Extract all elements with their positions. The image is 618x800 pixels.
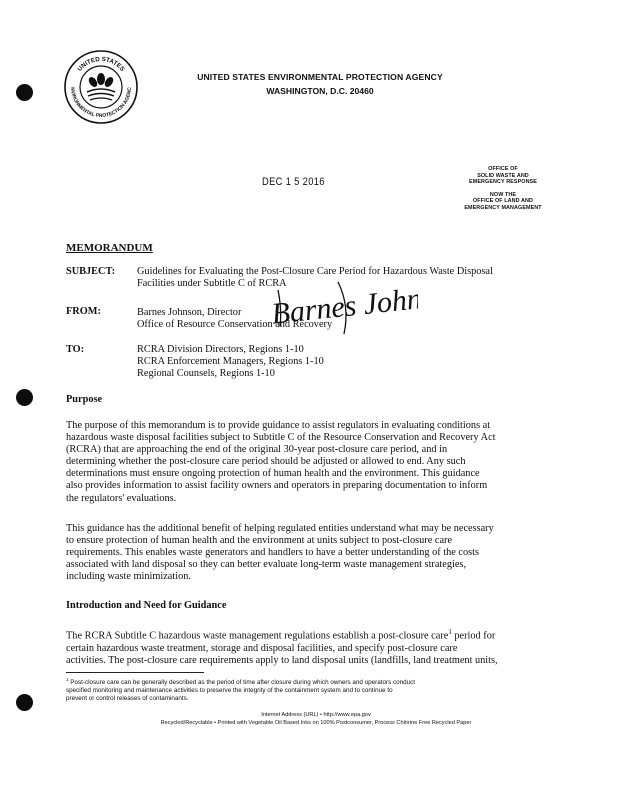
footnote-ref: 1 (448, 628, 452, 636)
memo-title: MEMORANDUM (66, 242, 153, 254)
signature (268, 276, 418, 340)
purpose-p2-line-2: to ensure protection of human health and the environment at units subject to post-closure care (66, 535, 453, 547)
intro-paragraph (66, 626, 566, 667)
footnote (66, 676, 566, 703)
purpose-p1-line-4: determining whether the post-closure care period should be adjusted or allowed to end. Any such (66, 456, 466, 468)
purpose-paragraph-2 (66, 523, 566, 583)
from-label: FROM: (66, 306, 101, 317)
footnote-line-2: specified monitoring and maintenance activities to preserve the integrity of the containment system and to continue to (66, 687, 393, 695)
purpose-p2-line-4: associated with land disposal so they can better evaluate long-term waste management strategies, (66, 559, 467, 571)
office-new-line3: EMERGENCY MANAGEMENT (464, 204, 542, 211)
purpose-heading: Purpose (66, 394, 103, 405)
intro-line-2: certain hazardous waste treatment, storage and disposal facilities, and specify post-closure care (66, 642, 458, 654)
purpose-p1-line-3: (RCRA) that are approaching the end of the original 30-year post-closure care period, and in (66, 444, 448, 456)
footer-recycled: Recycled/Recyclable • Printed with Vegetable Oil Based Inks on 100% Postconsumer, Process Chlorine Free Recycled Paper (160, 720, 472, 726)
subject-label: SUBJECT: (66, 266, 116, 277)
to-label: TO: (66, 344, 85, 355)
to-list (137, 344, 457, 380)
purpose-p1-line-6: also provides information to assist facility owners and operators in preparing documentation to inform (66, 480, 488, 492)
footnote-line-1-text: Post-closure care can be generally described as the period of time after closure during which owners and operators conduct (68, 679, 416, 687)
footnote-divider (66, 672, 204, 673)
binder-hole-top (16, 84, 33, 101)
from-line-2: Office of Resource Conservation and Recovery (137, 319, 333, 330)
to-line-2: RCRA Enforcement Managers, Regions 1-10 (137, 356, 324, 367)
intro-heading: Introduction and Need for Guidance (66, 600, 227, 611)
intro-line-1-b: period for (451, 630, 496, 642)
footer-address: Internet Address (URL) • http://www.epa.gov (261, 712, 371, 718)
binder-hole-bottom (16, 694, 33, 711)
office-old-line1: OFFICE OF (488, 166, 518, 172)
subject-line-1: Guidelines for Evaluating the Post-Closure Care Period for Hazardous Waste Disposal (137, 266, 493, 277)
footnote-number: 1 (66, 677, 69, 682)
date-stamp: DEC 1 5 2016 (262, 176, 325, 188)
svg-text:ENVIRONMENTAL PROTECTION AGENC: NVIRONMENTAL PROTECTION AGENC (68, 86, 134, 120)
purpose-paragraph-1 (66, 420, 566, 505)
purpose-p1-line-1: The purpose of this memorandum is to provide guidance to assist regulators in evaluating conditions at (66, 420, 491, 431)
binder-hole-middle (16, 389, 33, 406)
purpose-p2-line-1: This guidance has the additional benefit of helping regulated entities understand what may be necessary (66, 523, 494, 534)
subject-line-2: Facilities under Subtitle C of RCRA (137, 278, 287, 289)
agency-city: WASHINGTON, D.C. 20460 (266, 86, 374, 96)
office-new-line2: OFFICE OF LAND AND (473, 198, 533, 204)
office-old-line2: SOLID WASTE AND (477, 172, 529, 179)
intro-line-1 (66, 626, 566, 643)
footnote-line-3: prevent or control releases of contaminants. (66, 695, 189, 703)
office-block (448, 166, 558, 211)
intro-line-1-a: The RCRA Subtitle C hazardous waste management regulations establish a post-closure care (66, 630, 449, 642)
svg-text:UNITED STATES: UNITED STATES (76, 55, 126, 73)
office-new-line1: NOW THE (489, 191, 517, 198)
purpose-p2-line-5: including waste minimization. (66, 571, 191, 583)
purpose-p1-line-2: hazardous waste disposal facilities subject to Subtitle C of the Resource Conservation and Recovery Act (66, 432, 496, 444)
purpose-p2-line-3: requirements. This enables waste generators and handlers to have a better understanding of the costs (66, 547, 479, 559)
svg-text:Barnes Johnson: Barnes Johnson (269, 277, 418, 331)
footnote-line-1 (66, 676, 566, 687)
intro-line-3: activities. The post-closure care requirements apply to land disposal units (landfills, land treatment units, (66, 654, 498, 666)
from-line-1: Barnes Johnson, Director (137, 307, 242, 318)
office-old-line3: EMERGENCY RESPONSE (469, 179, 537, 185)
agency-name: UNITED STATES ENVIRONMENTAL PROTECTION AGENCY (197, 72, 443, 82)
purpose-p1-line-7: the regulators' evaluations. (66, 492, 177, 504)
to-line-1: RCRA Division Directors, Regions 1-10 (137, 344, 304, 355)
to-line-3: Regional Counsels, Regions 1-10 (137, 368, 275, 379)
purpose-p1-line-5: determinations must ensure ongoing protection of human health and the environment. This guidance (66, 468, 480, 480)
